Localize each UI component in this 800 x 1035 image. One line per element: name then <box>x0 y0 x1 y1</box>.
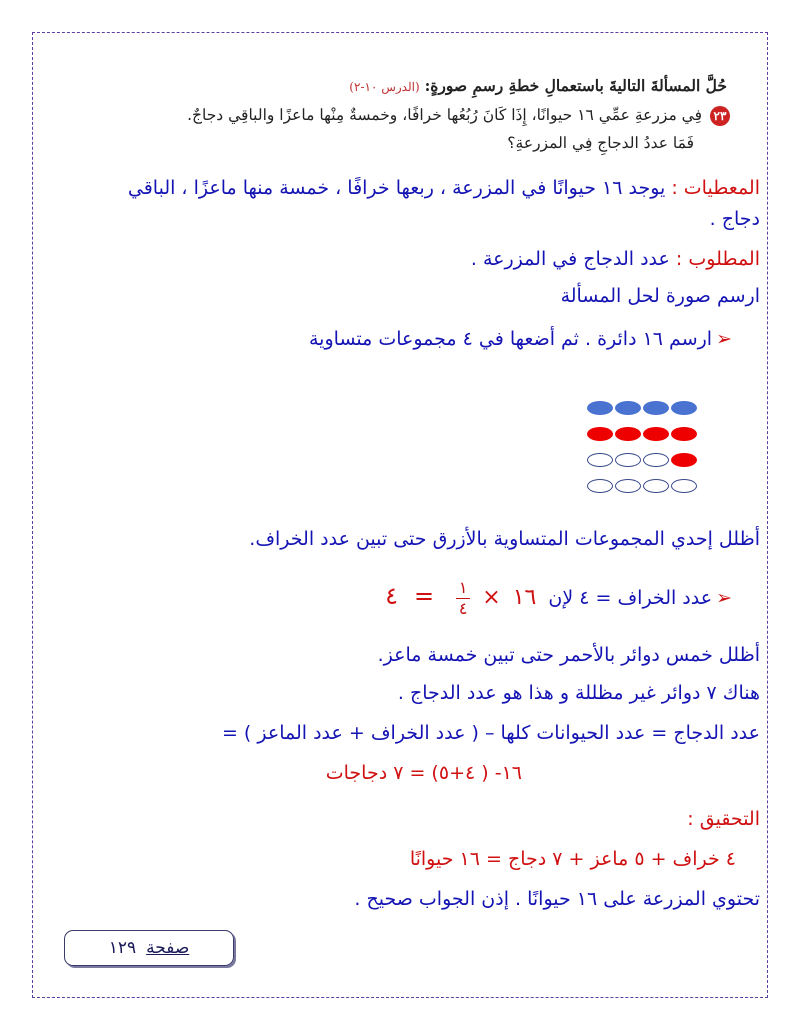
shade-red-step: أظلل خمس دوائر بالأحمر حتى تبين خمسة ماعز. <box>377 644 760 666</box>
arrow-bullet-icon: ➢ <box>716 328 732 350</box>
lesson-ref: (الدرس ١٠-٢) <box>349 80 420 94</box>
red-circle <box>671 427 697 441</box>
red-circle <box>615 427 641 441</box>
fraction-numerator: ١ <box>458 578 468 597</box>
empty-circle <box>643 479 669 493</box>
problem-line-2: فَمَا عددُ الدجاجِ فِي المزرعةِ؟ <box>507 134 694 152</box>
sheep-calc-prefix: عدد الخراف = ٤ لإن <box>548 587 713 609</box>
calc-line: ١٦- ( ٤+٥) = ٧ دجاجات <box>325 762 522 784</box>
fraction-quarter <box>456 580 470 617</box>
check-sum: ٤ خراف + ٥ ماعز + ٧ دجاج = ١٦ حيوانًا <box>409 848 736 870</box>
circle-row <box>585 478 735 504</box>
red-circle <box>671 453 697 467</box>
required-label: المطلوب : <box>675 248 760 270</box>
unshaded-note: هناك ٧ دوائر غير مظللة و هذا هو عدد الدجاج . <box>397 682 760 704</box>
problem-line-1 <box>187 106 730 126</box>
problem-heading <box>349 76 727 95</box>
empty-circle <box>615 479 641 493</box>
fraction-denominator: ٤ <box>458 599 468 618</box>
blue-circle <box>671 401 697 415</box>
empty-circle <box>643 453 669 467</box>
draw-instruction: ارسم صورة لحل المسألة <box>560 285 760 307</box>
problem-number-badge: ٢٣ <box>710 106 730 126</box>
circles-illustration <box>585 400 735 504</box>
check-label: التحقيق : <box>687 808 760 830</box>
sheep-calc-equals: = <box>414 582 435 610</box>
red-circle <box>643 427 669 441</box>
givens-label: المعطيات : <box>671 177 760 199</box>
givens-line-1 <box>128 177 760 199</box>
red-circle <box>587 427 613 441</box>
empty-circle <box>587 479 613 493</box>
blue-circle <box>643 401 669 415</box>
blue-circle <box>587 401 613 415</box>
arrow-bullet-icon: ➢ <box>716 587 732 609</box>
problem-heading-text: حُلَّ المسألةَ التاليةَ باستعمالِ خطةِ رسمِ صورةٍ: <box>424 76 727 95</box>
check-conclusion: تحتوي المزرعة على ١٦ حيوانًا . إذن الجواب صحيح . <box>354 888 760 910</box>
page-number-badge <box>64 930 234 966</box>
circle-row <box>585 426 735 452</box>
sheep-calc-times: × <box>482 585 501 610</box>
circle-row <box>585 400 735 426</box>
problem-line-1-text: فِي مزرعةِ عمِّي ١٦ حيوانًا، إِذَا كَانَ رُبُعُها خرافًا، وخمسةٌ مِنْها ماعزًا والباقِي دجاجٌ. <box>187 106 702 124</box>
step-draw-text: ارسم ١٦ دائرة . ثم أضعها في ٤ مجموعات متساوية <box>309 328 713 350</box>
circle-row <box>585 452 735 478</box>
step-draw <box>309 328 732 350</box>
required-line <box>471 248 760 270</box>
givens-line-2: دجاج . <box>709 208 760 230</box>
empty-circle <box>587 453 613 467</box>
givens-text-1: يوجد ١٦ حيوانًا في المزرعة ، ربعها خرافًا ، خمسة منها ماعزًا ، الباقي <box>127 177 672 199</box>
sheep-calc <box>385 580 732 617</box>
page-label: صفحة <box>146 938 190 958</box>
empty-circle <box>671 479 697 493</box>
sheep-calc-sixteen: ١٦ <box>512 585 537 610</box>
empty-circle <box>615 453 641 467</box>
page-number: ١٢٩ <box>108 938 137 958</box>
required-text: عدد الدجاج في المزرعة . <box>470 248 676 270</box>
sheep-calc-result: ٤ <box>385 582 398 610</box>
shade-blue-step: أظلل إحدي المجموعات المتساوية بالأزرق حتى تبين عدد الخراف. <box>249 528 760 550</box>
blue-circle <box>615 401 641 415</box>
formula-line: عدد الدجاج = عدد الحيوانات كلها – ( عدد الخراف + عدد الماعز ) = <box>221 722 760 744</box>
